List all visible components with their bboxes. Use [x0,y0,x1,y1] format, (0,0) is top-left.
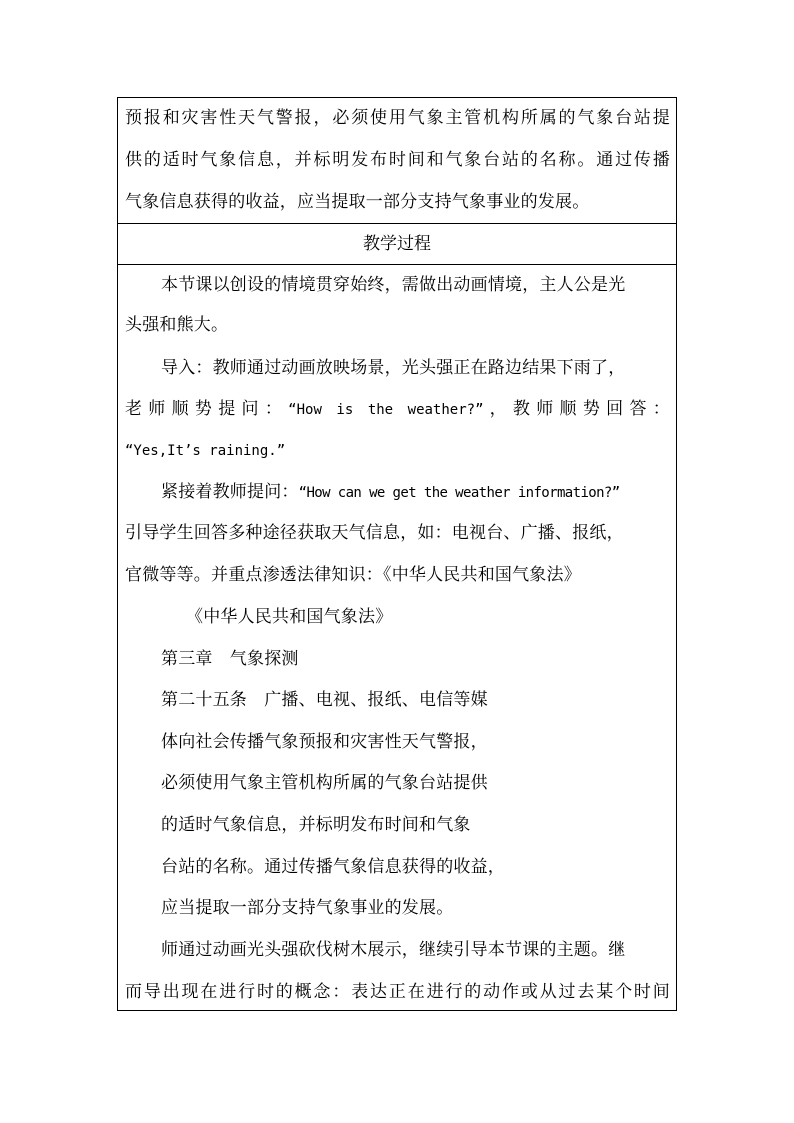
text-span: ，教师顺势回答： [483,399,670,419]
article-line: 应当提取一部分支持气象事业的发展。 [161,898,454,918]
text-line: 供的适时气象信息，并标明发布时间和气象台站的名称。通过传播 [125,150,670,170]
teaching-process-cell [118,265,676,1010]
text-line: 头强和熊大。 [125,315,229,335]
text-line: 官微等等。并重点渗透法律知识：《中华人民共和国气象法》 [125,565,581,585]
text-line: 本节课以创设的情境贯穿始终，需做出动画情境，主人公是光 [161,275,626,295]
chapter-heading: 第三章 气象探测 [161,649,299,669]
text-line: 导入：教师通过动画放映场景，光头强正在路边结果下雨了， [161,358,626,378]
english-quote: “Yes,It’s raining.” [125,443,286,459]
article-line: 台站的名称。通过传播气象信息获得的收益， [161,857,505,877]
text-line [125,399,670,420]
english-quote: “How is the weather?” [288,402,484,418]
section-header-cell [118,224,676,265]
text-line: 而导出现在进行时的概念：表达正在进行的动作或从过去某个时间 [125,982,670,1002]
article-line: 体向社会传播气象预报和灾害性天气警报， [161,732,488,752]
text-line: 师通过动画光头强砍伐树木展示，继续引导本节课的主题。继 [161,940,626,960]
article-line: 第二十五条 广播、电视、报纸、电信等媒 [161,690,488,710]
text-span: 紧接着教师提问： [161,482,299,502]
law-excerpt-cell [118,98,676,224]
text-line: 气象信息获得的收益，应当提取一部分支持气象事业的发展。 [125,192,590,212]
lesson-plan-table [117,97,677,1011]
text-line: 引导学生回答多种途径获取天气信息，如：电视台、广播、报纸， [125,523,624,543]
law-title: 《中华人民共和国气象法》 [186,607,393,627]
section-header: 教学过程 [363,234,431,254]
text-line [125,440,285,461]
article-line: 必须使用气象主管机构所属的气象台站提供 [161,773,488,793]
text-line: 预报和灾害性天气警报，必须使用气象主管机构所属的气象台站提 [125,108,670,128]
english-quote: “How can we get the weather information?” [298,485,620,501]
text-line [161,482,620,503]
article-line: 的适时气象信息，并标明发布时间和气象 [161,815,471,835]
text-span: 老师顺势提问： [125,399,289,419]
